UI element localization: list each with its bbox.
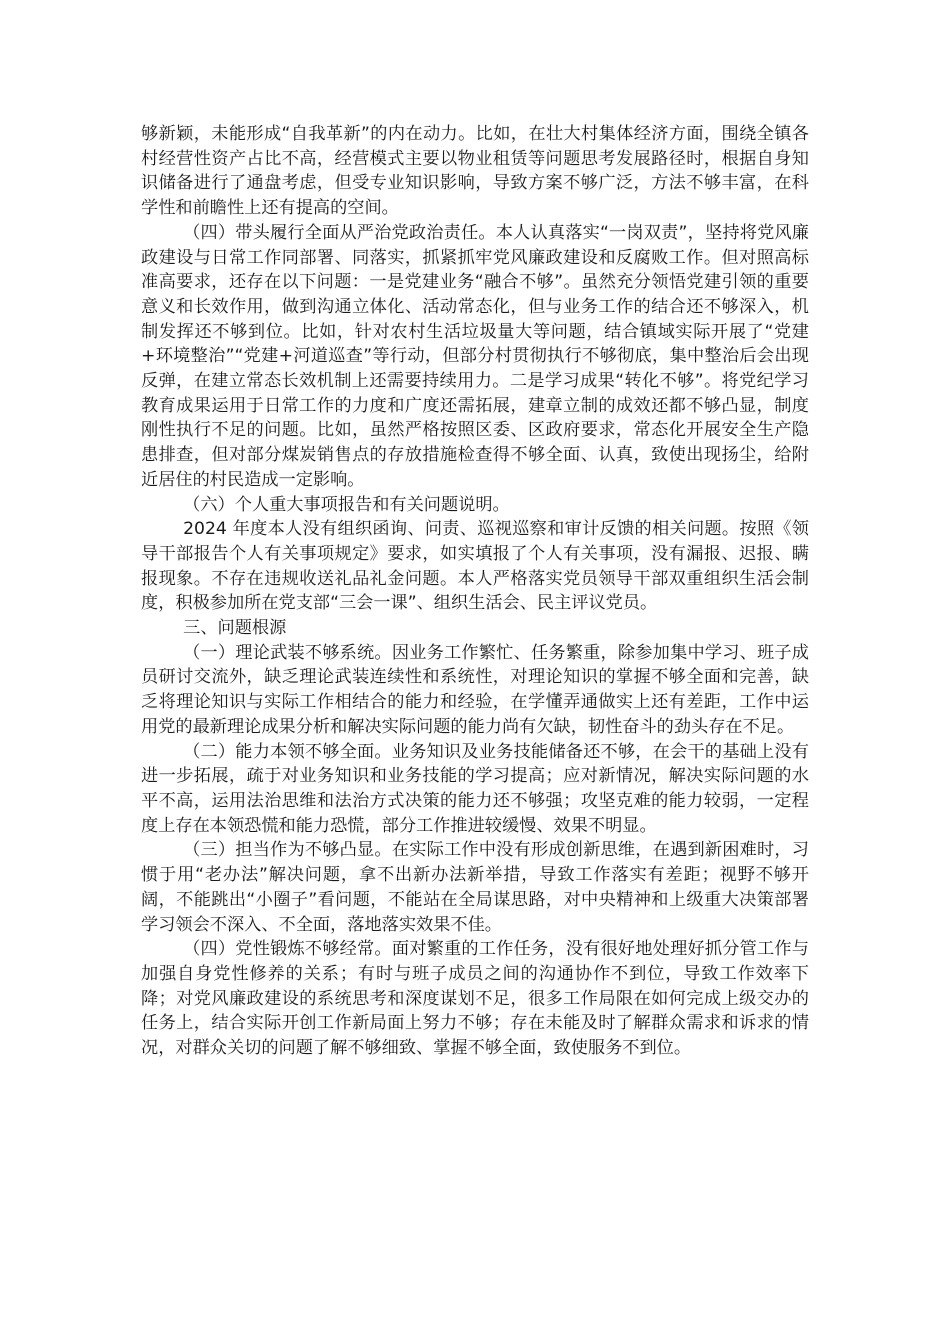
- section-heading-problem-roots: 三、问题根源: [183, 618, 287, 639]
- paragraph-root-1-theory: （一）理论武装不够系统。因业务工作繁忙、任务繁重，除参加集中学习、班子成员研讨交流外，缺乏理论武装连续性和系统性，对理论知识的掌握不够全面和完善，缺乏将理论知识与实际工作相结合的能力和经验，在学懂弄通做实上还有差距，工作中运用党的最新理论成果分析和解决实际问题的能力尚有欠缺，韧性奋斗的劲头存在不足。: [141, 642, 809, 737]
- paragraph-personal-matters: 2024 年度本人没有组织函询、问责、巡视巡察和审计反馈的相关问题。按照《领导干部报告个人有关事项规定》要求，如实填报了个人有关事项，没有漏报、迟报、瞒报现象。不存在违规收送礼品礼金问题。本人严格落实党员领导干部双重组织生活会制度，积极参加所在党支部“三会一课”、组织生活会、民主评议党员。: [141, 519, 809, 614]
- paragraph-root-3-responsibility: （三）担当作为不够凸显。在实际工作中没有形成创新思维，在遇到新困难时，习惯于用“老办法”解决问题，拿不出新办法新举措，导致工作落实有差距；视野不够开阔，不能跳出“小圈子”看问题，不能站在全局谋思路，对中央精神和上级重大决策部署学习领会不深入、不全面，落地落实效果不佳。: [141, 840, 809, 935]
- paragraph-continuation: 够新颖，未能形成“自我革新”的内在动力。比如，在壮大村集体经济方面，围绕全镇各村经营性资产占比不高，经营模式主要以物业租赁等问题思考发展路径时，根据自身知识储备进行了通盘考虑，但受专业知识影响，导致方案不够广泛，方法不够丰富，在科学性和前瞻性上还有提高的空间。: [141, 124, 809, 219]
- paragraph-section-6-heading: （六）个人重大事项报告和有关问题说明。: [183, 494, 510, 515]
- paragraph-root-4-party-spirit: （四）党性锻炼不够经常。面对繁重的工作任务，没有很好地处理好抓分管工作与加强自身党性修养的关系；有时与班子成员之间的沟通协作不到位，导致工作效率下降；对党风廉政建设的系统思考和深度谋划不足，很多工作局限在如何完成上级交办的任务上，结合实际开创工作新局面上努力不够；存在未能及时了解群众需求和诉求的情况，对群众关切的问题了解不够细致、掌握不够全面，致使服务不到位。: [141, 939, 809, 1059]
- document-page: [141, 122, 809, 1061]
- paragraph-root-2-ability: （二）能力本领不够全面。业务知识及业务技能储备还不够，在会干的基础上没有进一步拓展，疏于对业务知识和业务技能的学习提高；应对新情况，解决实际问题的水平不高，运用法治思维和法治方式决策的能力还不够强；攻坚克难的能力较弱，一定程度上存在本领恐慌和能力恐慌，部分工作推进较缓慢、效果不明显。: [141, 741, 809, 836]
- paragraph-section-4-party-governance: （四）带头履行全面从严治党政治责任。本人认真落实“一岗双责”，坚持将党风廉政建设与日常工作同部署、同落实，抓紧抓牢党风廉政建设和反腐败工作。但对照高标准高要求，还存在以下问题：一是党建业务“融合不够”。虽然充分领悟党建引领的重要意义和长效作用，做到沟通立体化、活动常态化，但与业务工作的结合还不够深入，机制发挥还不够到位。比如，针对农村生活垃圾量大等问题，结合镇域实际开展了“党建+环境整治”“党建+河道巡查”等行动，但部分村贯彻执行不够彻底，集中整治后会出现反弹，在建立常态长效机制上还需要持续用力。二是学习成果“转化不够”。将党纪学习教育成果运用于日常工作的力度和广度还需拓展，建章立制的成效还都不够凸显，制度刚性执行不足的问题。比如，虽然严格按照区委、区政府要求，常态化开展安全生产隐患排查，但对部分煤炭销售点的存放措施检查得不够全面、认真，致使出现扬尘，给附近居住的村民造成一定影响。: [141, 222, 809, 490]
